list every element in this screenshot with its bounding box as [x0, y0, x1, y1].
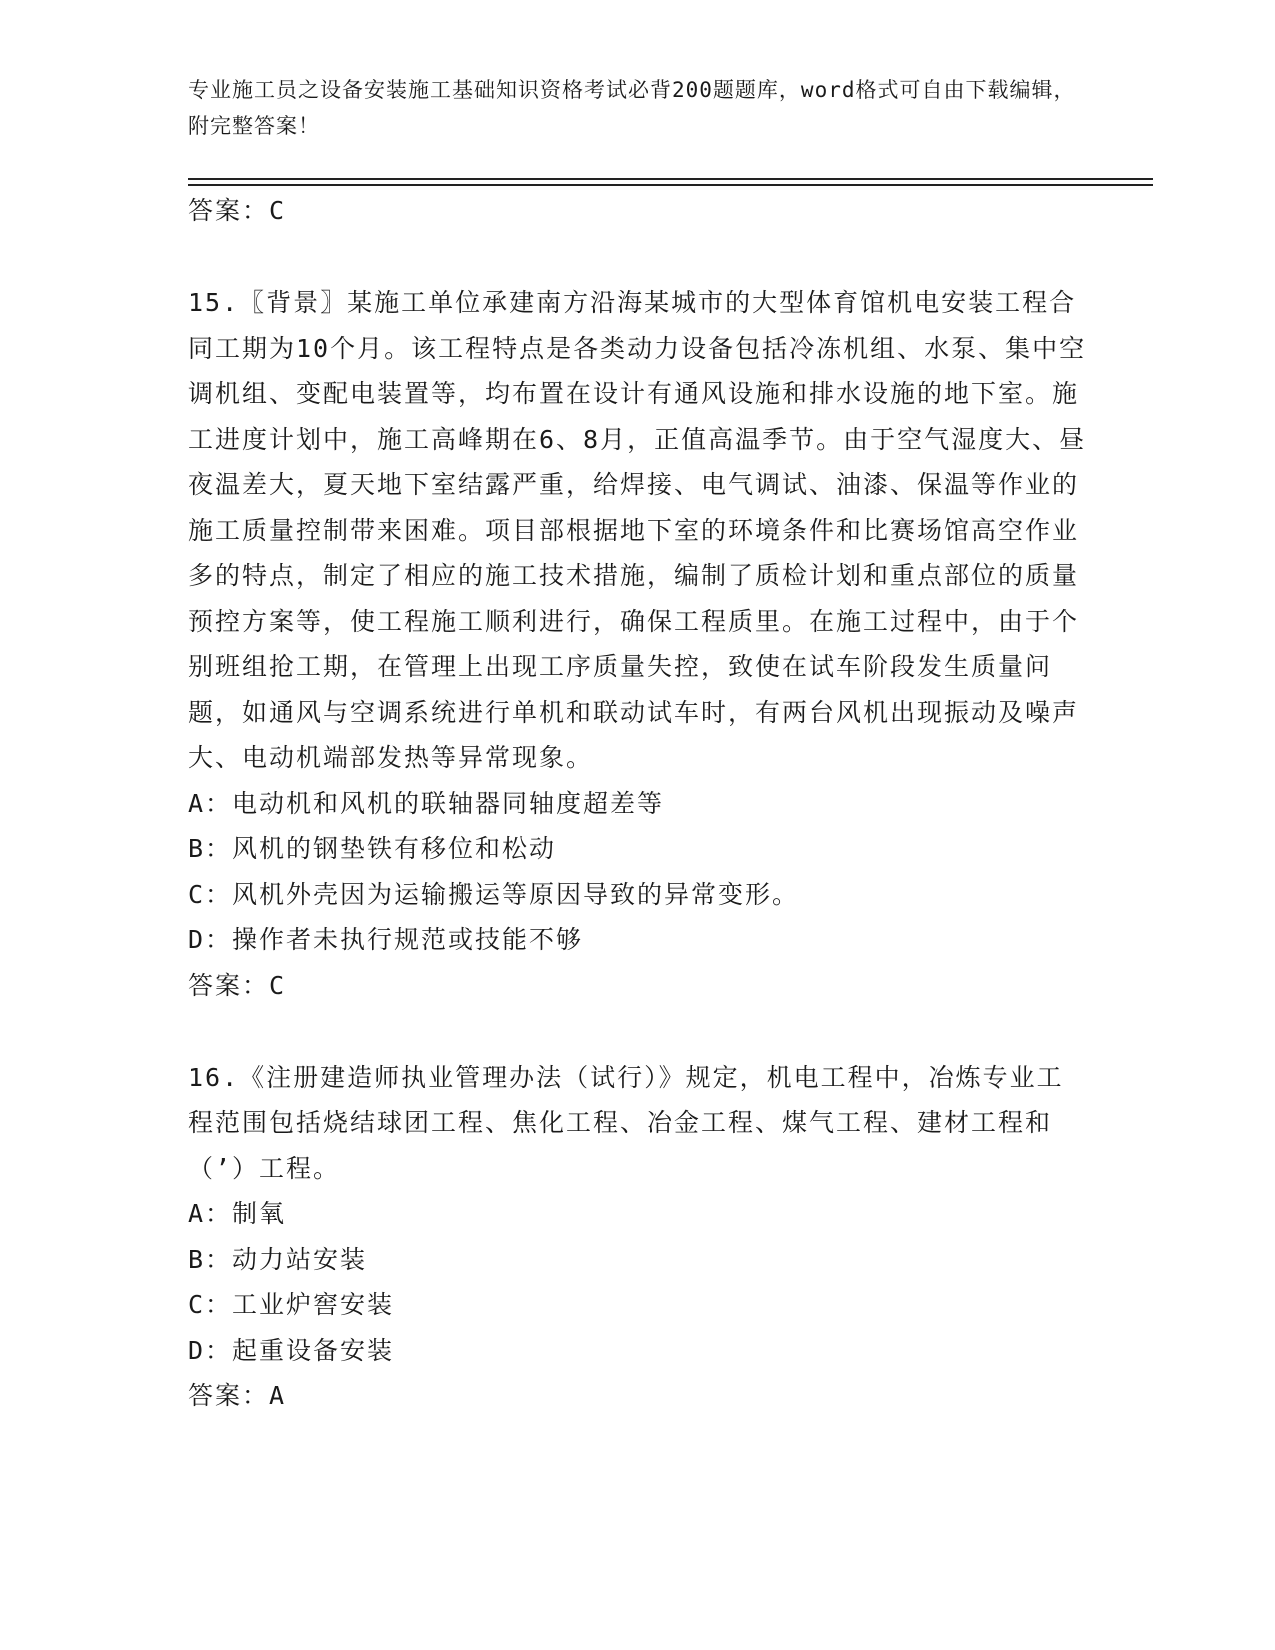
- option-b: B：风机的钢垫铁有移位和松动: [188, 834, 557, 863]
- header-text: 专业施工员之设备安装施工基础知识资格考试必背200题题库，word格式可自由下载编辑，附完整答案！: [188, 78, 1076, 138]
- question-text: 16.《注册建造师执业管理办法（试行）》规定，机电工程中，冶炼专业工程范围包括烧结球团工程、焦化工程、冶金工程、煤气工程、建材工程和（’）工程。: [188, 1062, 1064, 1183]
- page-content: [188, 188, 1088, 1419]
- question-15: [188, 280, 1088, 1009]
- option-d: D：起重设备安装: [188, 1335, 395, 1365]
- spacer: [188, 1009, 1088, 1055]
- option-d: D：操作者未执行规范或技能不够: [188, 925, 584, 954]
- answer: 答案：A: [188, 1381, 287, 1410]
- question-16: [188, 1055, 1088, 1420]
- header-divider-bottom: [188, 184, 1153, 186]
- previous-answer: 答案：C: [188, 196, 287, 225]
- option-a: A：制氧: [188, 1199, 287, 1228]
- option-b: B：动力站安装: [188, 1244, 368, 1274]
- option-c: C：风机外壳因为运输搬运等原因导致的异常变形。: [188, 879, 800, 909]
- question-text: 15.〖背景〗某施工单位承建南方沿海某城市的大型体育馆机电安装工程合同工期为10个月。该工程特点是各类动力设备包括冷冻机组、水泵、集中空调机组、变配电装置等，均布置在设计有通风设施和排水设施的地下室。施工进度计划中，施工高峰期在6、8月，正值高温季节。由于空气湿度大、昼夜温差大，夏天地下室结露严重，给焊接、电气调试、油漆、保温等作业的施工质量控制带来困难。项目部根据地下室的环境条件和比赛场馆高空作业多的特点，制定了相应的施工技术措施，编制了质检计划和重点部位的质量预控方案等，使工程施工顺利进行，确保工程质里。在施工过程中，由于个别班组抢工期，在管理上出现工序质量失控，致使在试车阶段发生质量问题，如通风与空调系统进行单机和联动试车时，有两台风机出现振动及噪声大、电动机端部发热等异常现象。: [188, 288, 1087, 772]
- spacer: [188, 234, 1088, 280]
- option-a: A：电动机和风机的联轴器同轴度超差等: [188, 788, 665, 818]
- option-c: C：工业炉窖安装: [188, 1290, 395, 1319]
- header-divider-top: [188, 178, 1153, 180]
- answer: 答案：C: [188, 970, 287, 1000]
- document-header: [188, 72, 1088, 144]
